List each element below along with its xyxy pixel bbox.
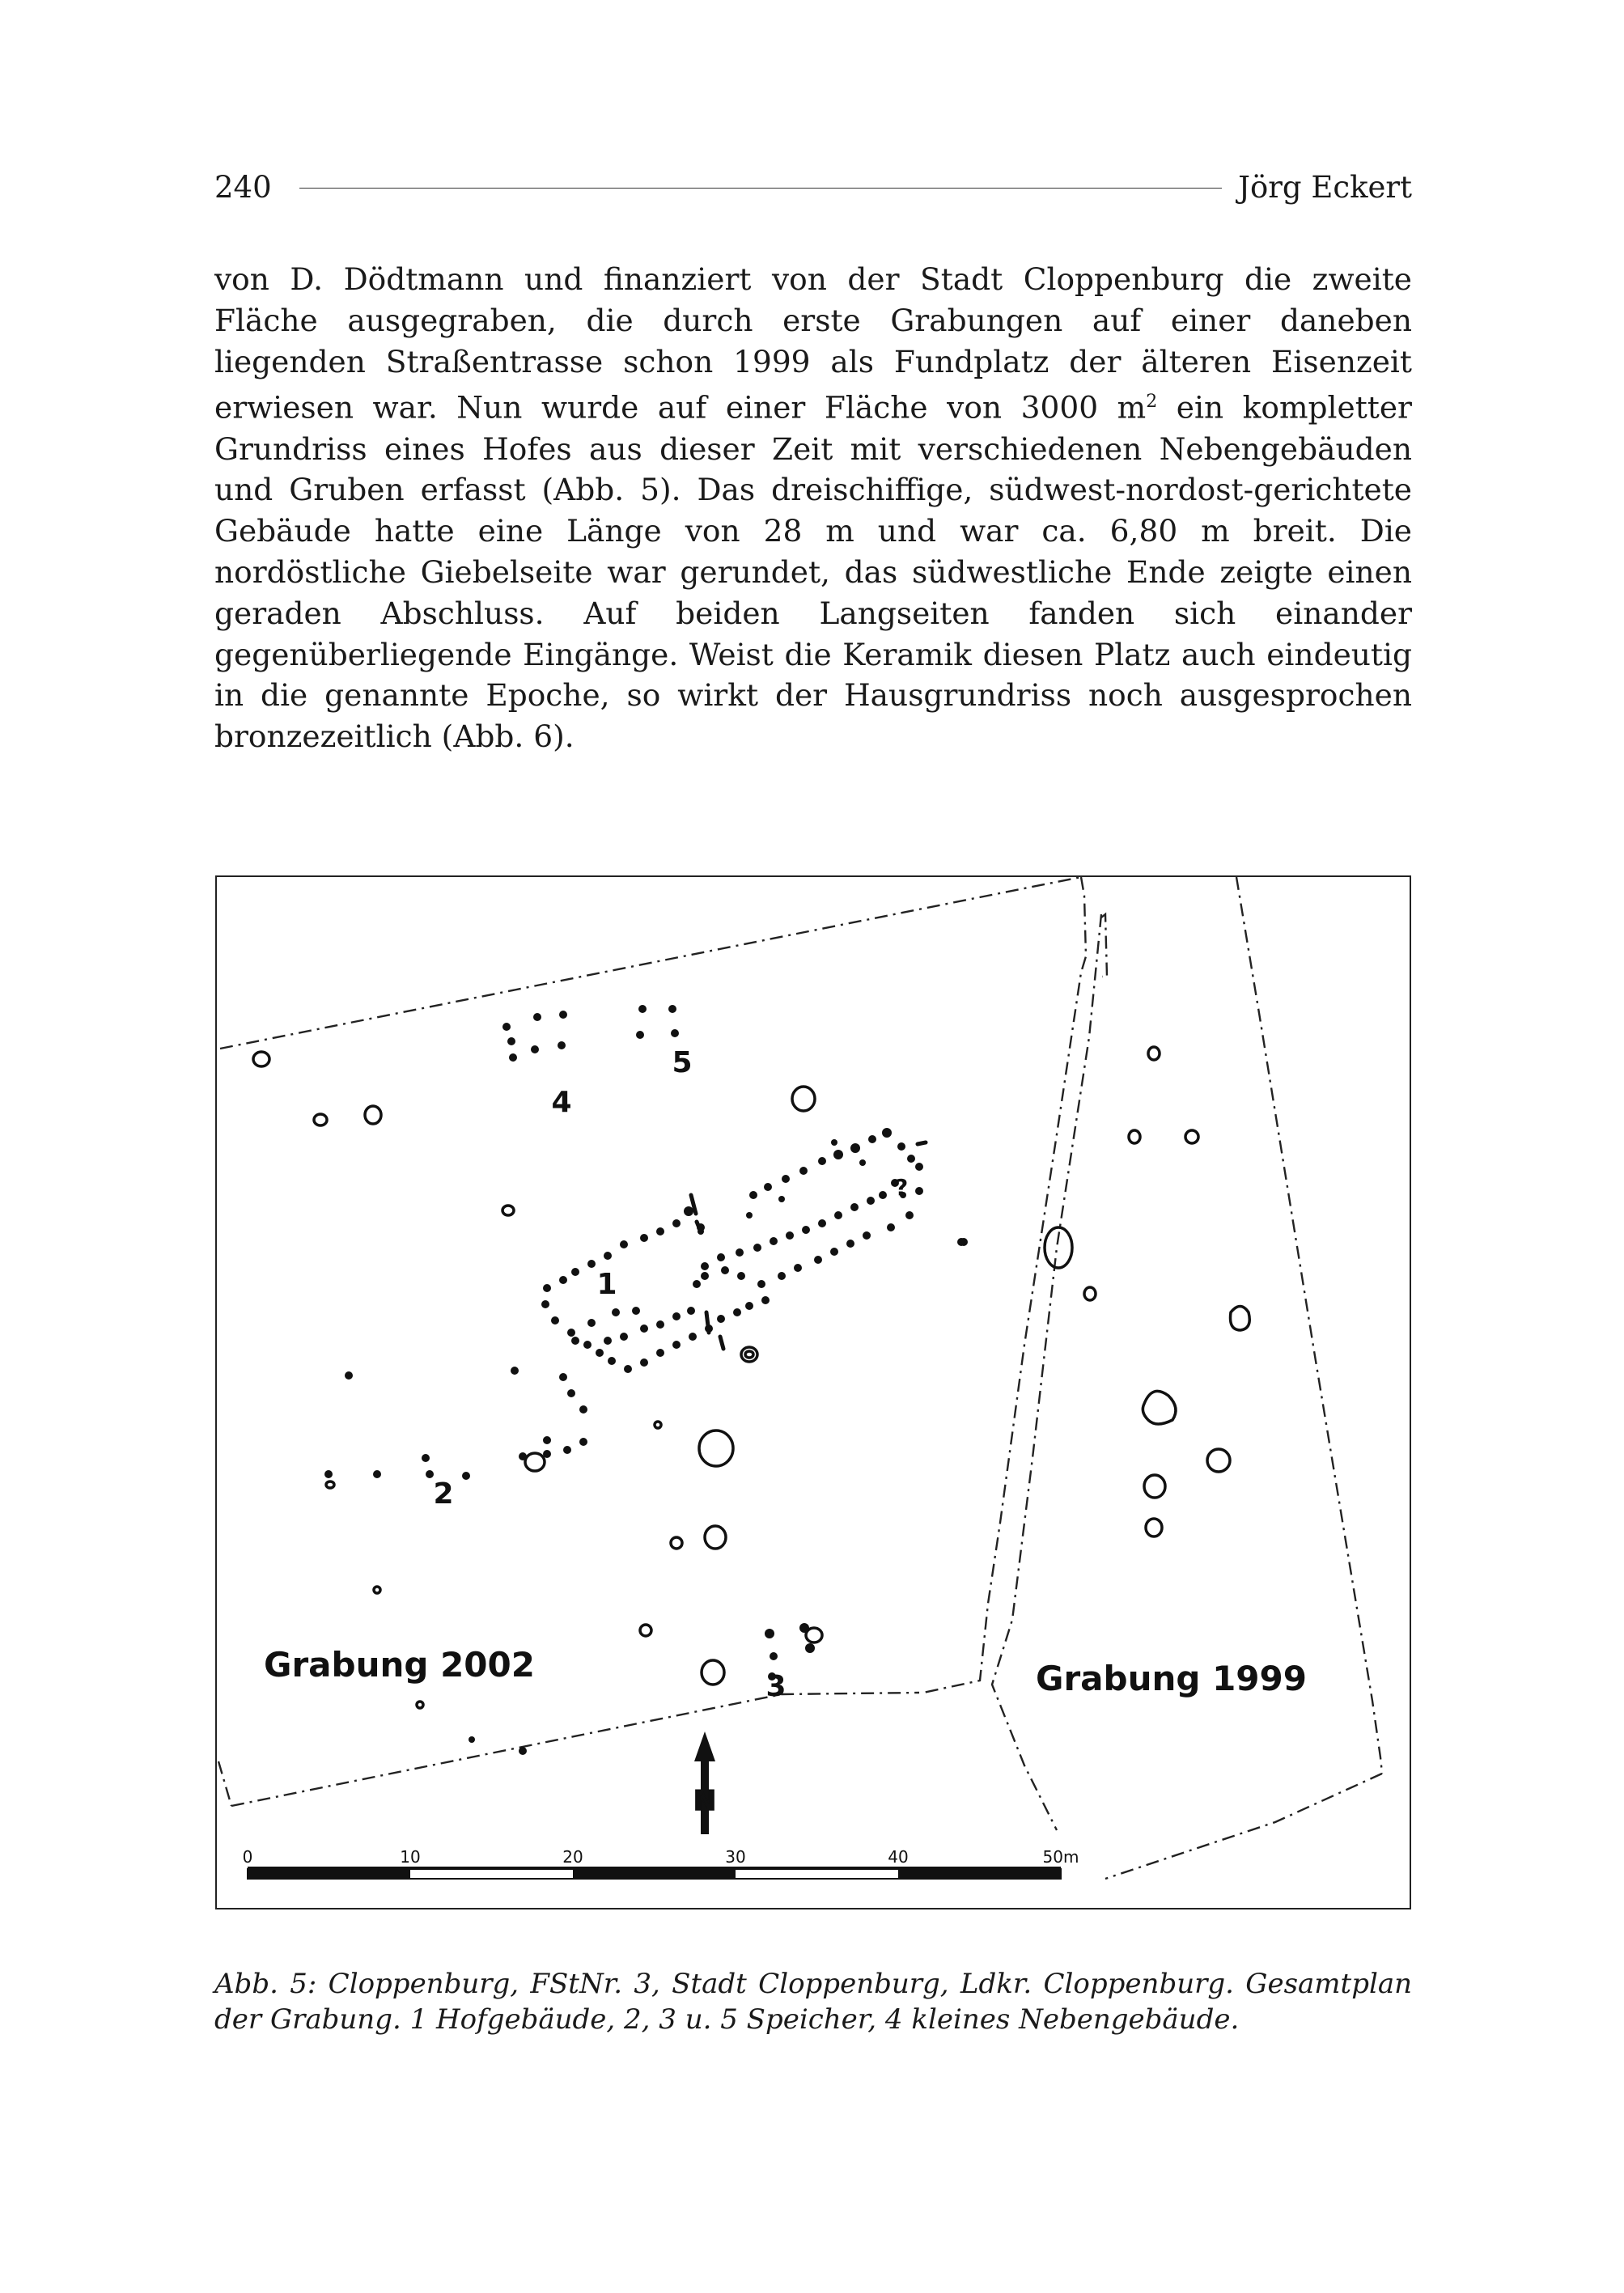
- header-rule: [299, 188, 1222, 189]
- label-building-2: 2: [433, 1477, 454, 1511]
- body-text-part-2: ein kompletter Grundriss eines Hofes aus dieser Zeit mit verschiedenen Nebengebäuden und Gruben erfasst (Abb. 5). Das dreischiffige, südwest-nordost-gerichtete Gebäude hatte eine Länge von 28 m und war ca. 6,80 m breit. Die nordöstliche Giebelseite war gerundet, das südwestliche Ende zeigte einen geraden Abschluss. Auf beiden Langseiten fanden sich einander gegenüberliegende Eingänge. Weist die Keramik diesen Platz auch eindeutig in die genannte Epoche, so wirkt der Hausgrundriss noch ausgesprochen bronzezeitlich (Abb. 6).: [214, 389, 1412, 755]
- excavation-plan: [215, 875, 1411, 1909]
- label-building-3: 3: [765, 1670, 787, 1703]
- superscript-2: 2: [1146, 392, 1158, 413]
- north-letter: N: [693, 1785, 717, 1817]
- label-excavation-2002: Grabung 2002: [264, 1645, 535, 1685]
- scale-tick-40: 40: [888, 1847, 909, 1867]
- figure-caption: Abb. 5: Cloppenburg, FStNr. 3, Stadt Cloppenburg, Ldkr. Cloppenburg. Gesamtplan der Grabung. 1 Hofgebäude, 2, 3 u. 5 Speicher, 4 kleines Nebengebäude.: [214, 1968, 1412, 2036]
- label-question-mark: ?: [895, 1174, 909, 1201]
- running-header: [214, 165, 1412, 210]
- label-building-4: 4: [551, 1086, 572, 1119]
- body-paragraph: [214, 259, 1412, 757]
- page-number: 240: [214, 170, 272, 205]
- figure-frame: [216, 876, 1410, 1909]
- label-building-5: 5: [672, 1046, 693, 1079]
- label-building-1: 1: [596, 1268, 617, 1301]
- scale-tick-50: 50m: [1042, 1847, 1079, 1867]
- label-excavation-1999: Grabung 1999: [1036, 1659, 1307, 1698]
- excavation-plan-figure: [215, 875, 1411, 1909]
- running-author: Jörg Eckert: [1238, 170, 1412, 205]
- scale-tick-30: 30: [725, 1847, 746, 1867]
- scale-tick-20: 20: [562, 1847, 583, 1867]
- scale-tick-10: 10: [400, 1847, 421, 1867]
- scale-tick-0: 0: [242, 1847, 253, 1867]
- body-text-part-1: von D. Dödtmann und finanziert von der Stadt Cloppenburg die zweite Fläche ausgegraben, die durch erste Grabungen auf einer daneben liegenden Straßentrasse schon 1999 als Fundplatz der älteren Eisenzeit erwiesen war. Nun wurde auf einer Fläche von 3000 m: [214, 261, 1412, 426]
